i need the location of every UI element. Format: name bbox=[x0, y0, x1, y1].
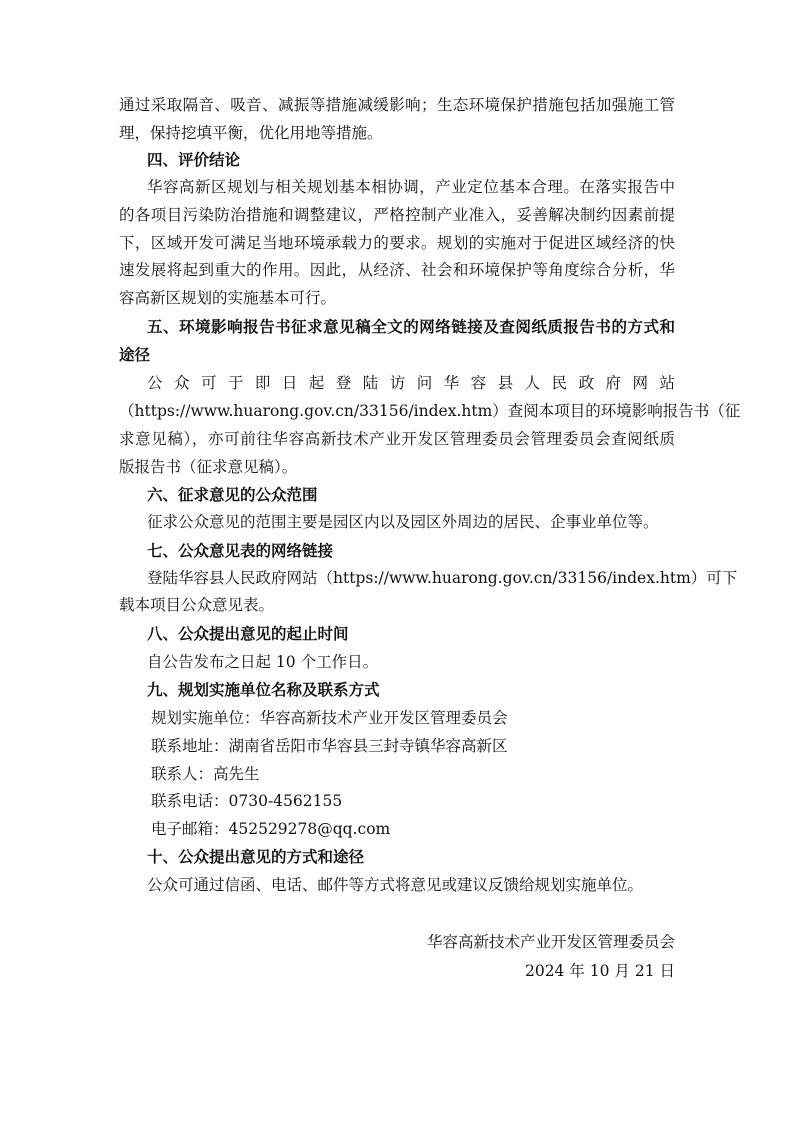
contact-email: 电子邮箱：452529278@qq.com bbox=[151, 820, 391, 838]
section-7-line-1: 登陆华容县人民政府网站（https://www.huarong.gov.cn/33156/index.htm）可下 bbox=[147, 569, 738, 587]
section-10-heading: 十、公众提出意见的方式和途径 bbox=[147, 847, 365, 866]
section-4-heading: 四、评价结论 bbox=[147, 150, 241, 169]
section-6-heading: 六、征求意见的公众范围 bbox=[147, 485, 318, 504]
section-4-line-1: 华容高新区规划与相关规划基本相协调，产业定位基本合理。在落实报告中 bbox=[147, 178, 675, 196]
signature-date: 2024 年 10 月 21 日 bbox=[524, 962, 675, 980]
intro-line-1: 通过采取隔音、吸音、减振等措施减缓影响；生态环境保护措施包括加强施工管 bbox=[119, 96, 675, 114]
section-4-line-3: 下，区域开发可满足当地环境承载力的要求。规划的实施对于促进区域经济的快 bbox=[119, 234, 675, 252]
contact-address: 联系地址：湖南省岳阳市华容县三封寺镇华容高新区 bbox=[151, 737, 508, 755]
section-5-heading-cont: 途径 bbox=[119, 345, 151, 364]
section-6-line: 征求公众意见的范围主要是园区内以及园区外周边的居民、企事业单位等。 bbox=[147, 513, 659, 531]
intro-line-2: 理，保持挖填平衡，优化用地等措施。 bbox=[119, 124, 383, 142]
section-5-line-4: 版报告书（征求意见稿）。 bbox=[119, 458, 298, 476]
section-5-line-1: 公众可于即日起登陆访问华容县人民政府网站 bbox=[147, 374, 675, 392]
section-5-line-3: 求意见稿），亦可前往华容高新技术产业开发区管理委员会管理委员会查阅纸质 bbox=[119, 430, 675, 448]
contact-unit: 规划实施单位：华容高新技术产业开发区管理委员会 bbox=[151, 709, 508, 727]
section-9-heading: 九、规划实施单位名称及联系方式 bbox=[147, 680, 380, 699]
section-8-line: 自公告发布之日起 10 个工作日。 bbox=[147, 653, 379, 671]
section-5-line-2: （https://www.huarong.gov.cn/33156/index.htm）查阅本项目的环境影响报告书（征 bbox=[119, 402, 741, 420]
section-7-line-2: 载本项目公众意见表。 bbox=[119, 596, 275, 614]
section-10-line: 公众可通过信函、电话、邮件等方式将意见或建议反馈给规划实施单位。 bbox=[147, 876, 644, 894]
signature-org: 华容高新技术产业开发区管理委员会 bbox=[426, 933, 675, 951]
section-7-heading: 七、公众意见表的网络链接 bbox=[147, 541, 334, 560]
contact-person: 联系人：高先生 bbox=[151, 765, 260, 783]
section-5-heading: 五、环境影响报告书征求意见稿全文的网络链接及查阅纸质报告书的方式和 bbox=[147, 317, 675, 336]
section-4-line-2: 的各项目污染防治措施和调整建议，严格控制产业准入，妥善解决制约因素前提 bbox=[119, 206, 675, 224]
section-8-heading: 八、公众提出意见的起止时间 bbox=[147, 624, 349, 643]
contact-phone: 联系电话：0730-4562155 bbox=[151, 792, 343, 810]
section-4-line-5: 容高新区规划的实施基本可行。 bbox=[119, 289, 337, 307]
section-4-line-4: 速发展将起到重大的作用。因此，从经济、社会和环境保护等角度综合分析，华 bbox=[119, 261, 675, 279]
